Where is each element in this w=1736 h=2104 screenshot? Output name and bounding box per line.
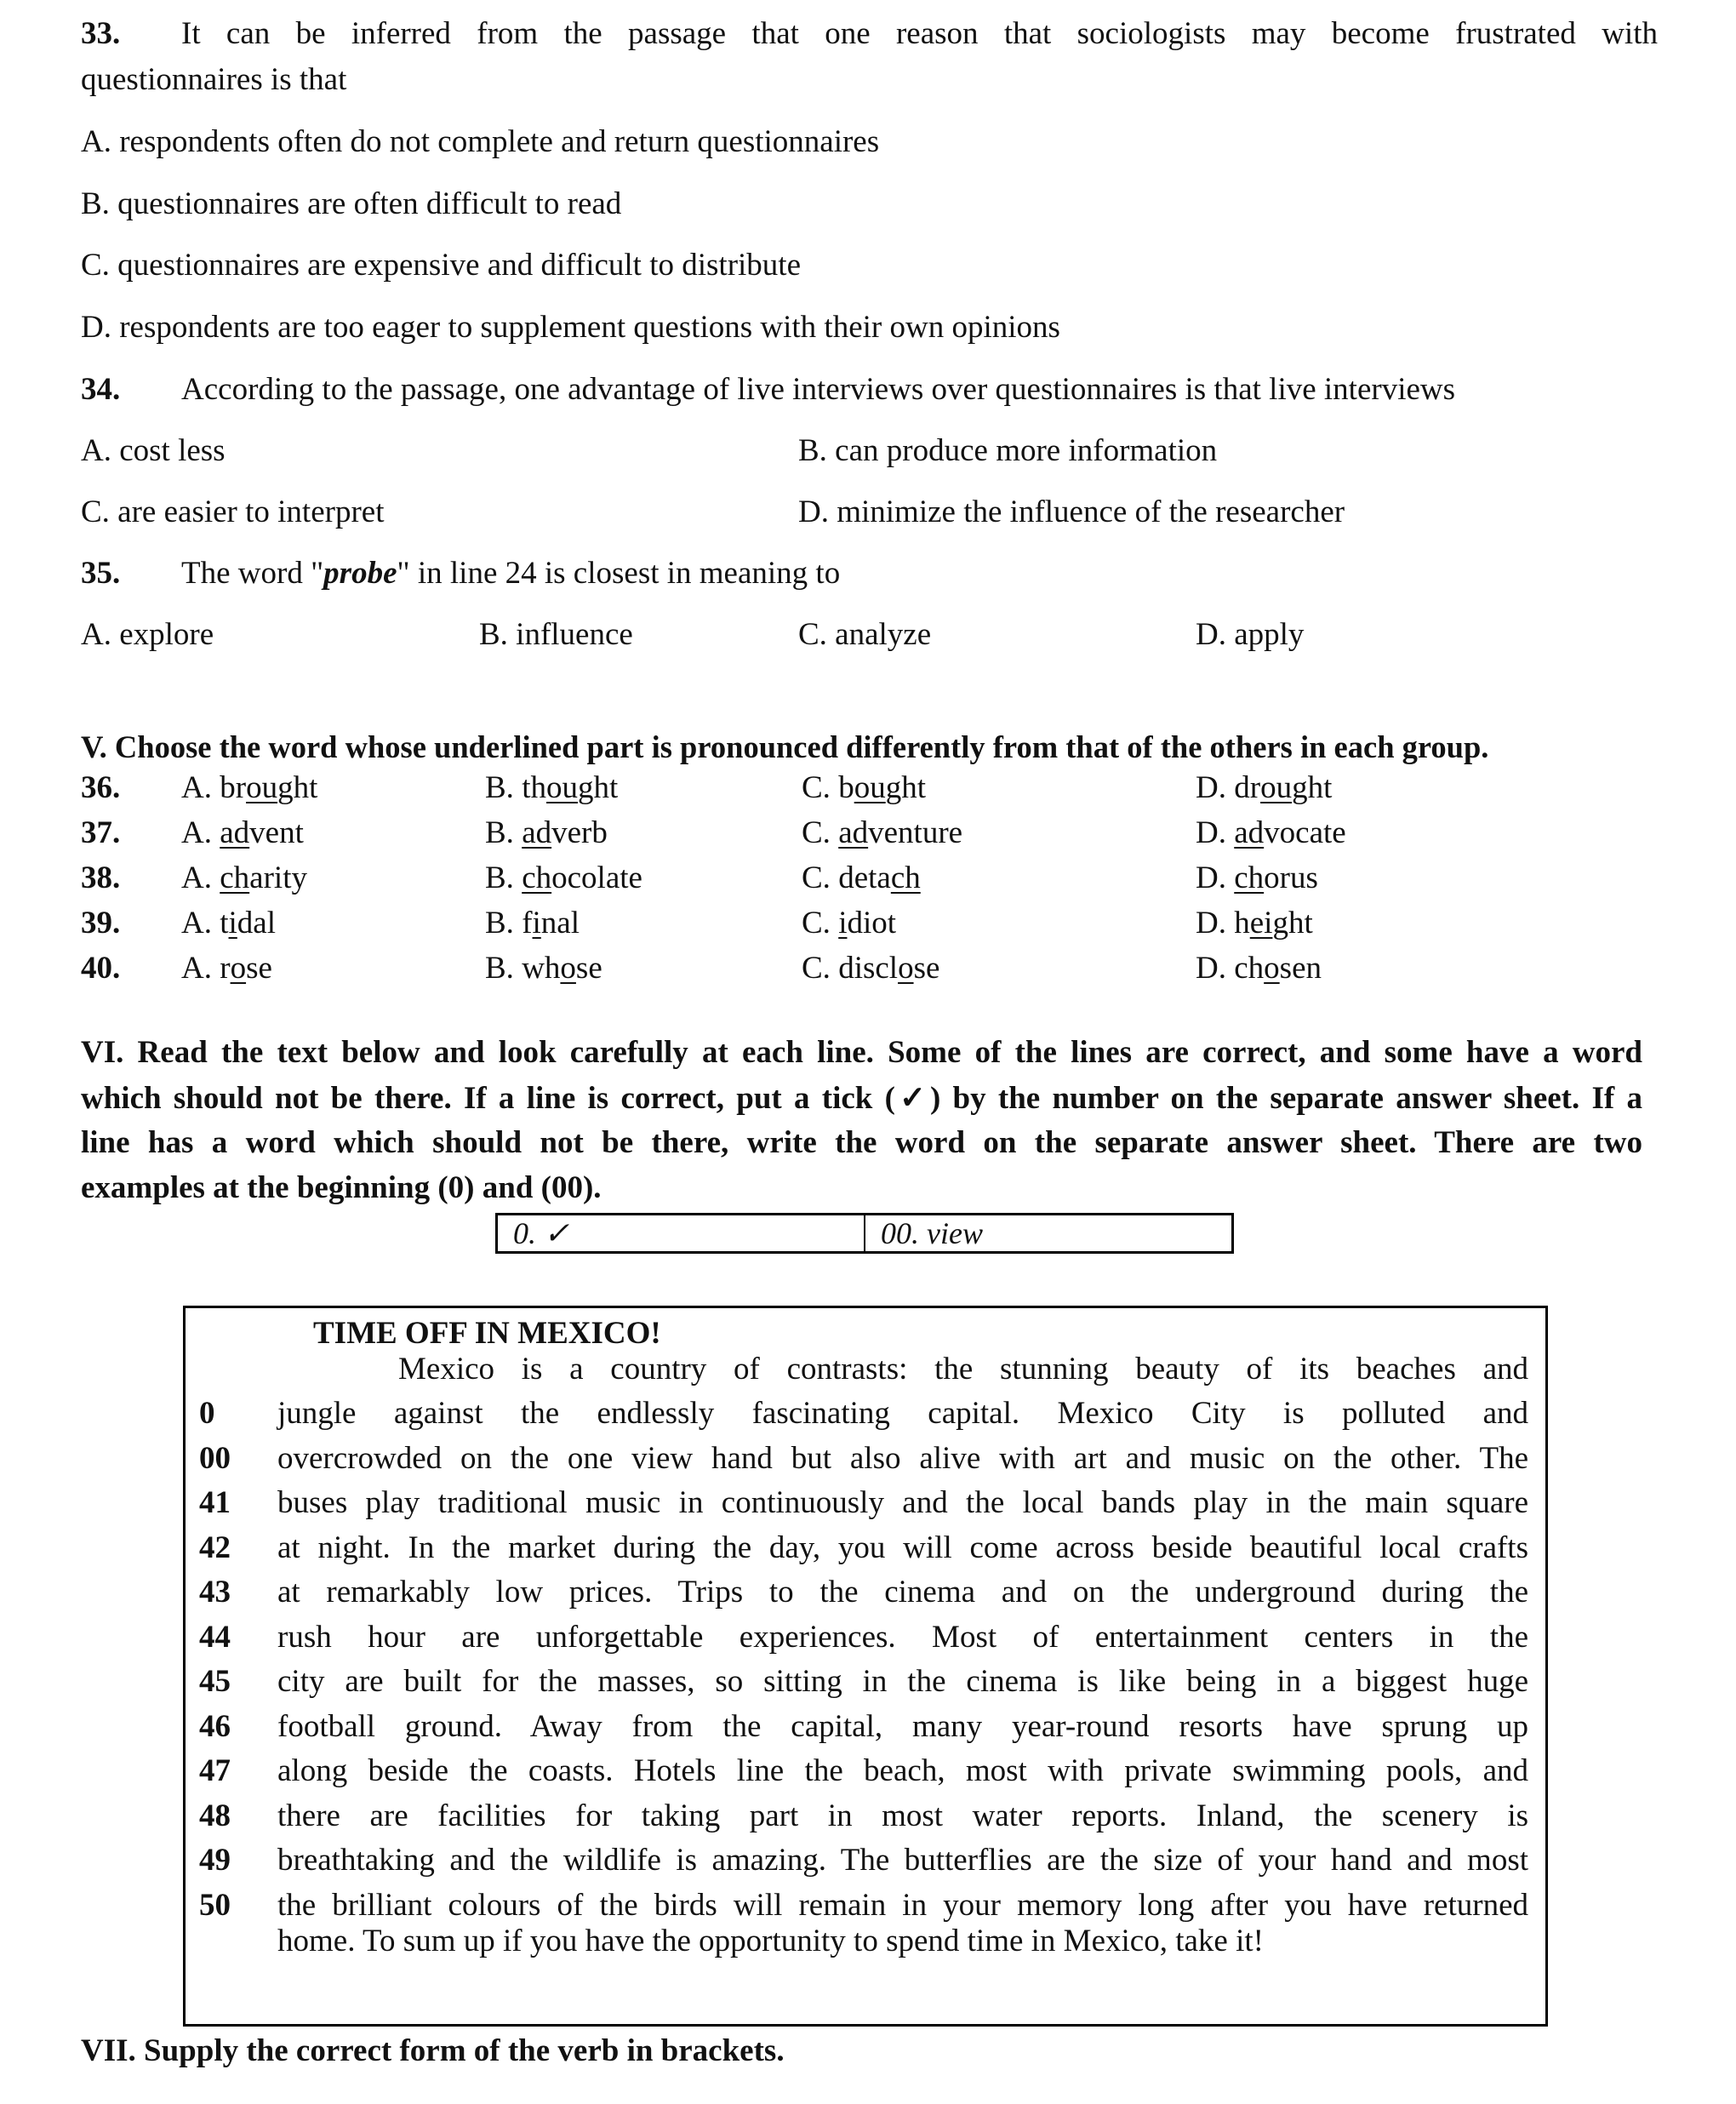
passage-line: overcrowded on the one view hand but also alive with art and music on the other. The	[277, 1440, 1528, 1476]
word-part: t	[220, 906, 229, 941]
word-part: arity	[249, 860, 307, 895]
word-part: ght	[1292, 770, 1333, 805]
passage-box	[183, 1306, 1548, 2027]
word-part: f	[522, 906, 533, 941]
word-part: orus	[1264, 860, 1318, 895]
underlined-part: o	[898, 951, 914, 986]
item-number: 36.	[81, 770, 121, 805]
pronunciation-option	[802, 815, 962, 851]
option-label: C.	[802, 860, 831, 895]
line-number: 48	[199, 1798, 231, 1833]
option-label: A.	[181, 770, 212, 805]
section-6-heading-line-3: line has a word which should not be there, write the word on the separate answer sheet. There are two	[81, 1125, 1642, 1160]
word-part: venture	[868, 815, 963, 850]
option-label: A.	[181, 815, 212, 850]
underlined-part: ou	[854, 770, 886, 805]
item-number: 40.	[81, 951, 121, 986]
item-number: 39.	[81, 906, 121, 941]
word-part: verb	[551, 815, 608, 850]
section-6-heading-line-2: which should not be there. If a line is correct, put a tick (✓) by the number on the separate answer sheet. If a	[81, 1081, 1642, 1116]
passage-line: breathtaking and the wildlife is amazing. The butterflies are the size of your hand and most	[277, 1843, 1528, 1878]
question-35-option-c: C. analyze	[798, 617, 932, 652]
line-number: 43	[199, 1575, 231, 1609]
item-number: 37.	[81, 815, 121, 850]
question-33-stem-cont: questionnaires is that	[81, 62, 347, 97]
option-label: B.	[485, 860, 514, 895]
passage-line: there are facilities for taking part in most water reports. Inland, the scenery is	[277, 1798, 1528, 1833]
underlined-part: ou	[545, 770, 578, 805]
question-34-option-b: B. can produce more information	[798, 433, 1218, 468]
line-number: 41	[199, 1485, 231, 1520]
option-label: B.	[485, 906, 514, 941]
word-part: ght	[277, 770, 318, 805]
word-part: r	[220, 951, 231, 986]
option-label: D.	[1196, 906, 1226, 941]
pronunciation-option	[1196, 905, 1313, 941]
passage-line: football ground. Away from the capital, many year-round resorts have sprung up	[277, 1708, 1528, 1744]
word-part: nal	[540, 906, 580, 941]
line-number: 50	[199, 1887, 231, 1923]
line-number: 47	[199, 1753, 231, 1788]
question-35-stem	[181, 555, 840, 592]
word-part: dr	[1234, 770, 1261, 805]
question-34-option-d: D. minimize the influence of the researcher	[798, 495, 1345, 529]
line-number: 46	[199, 1708, 231, 1744]
pronunciation-option	[802, 769, 926, 806]
option-label: A.	[181, 906, 212, 941]
pronunciation-option	[181, 769, 317, 806]
word-part: ght	[577, 770, 619, 805]
question-35-option-a: A. explore	[81, 617, 214, 652]
underlined-part: ad	[1234, 815, 1265, 850]
option-label: C.	[802, 906, 831, 941]
word-part: se	[575, 951, 602, 986]
word-part: se	[246, 951, 272, 986]
underlined-part: i	[228, 906, 237, 941]
underlined-part: ei	[1249, 906, 1273, 941]
line-number: 44	[199, 1619, 231, 1655]
passage-line: the brilliant colours of the birds will remain in your memory long after you have returned	[277, 1887, 1528, 1923]
underlined-part: ad	[522, 815, 552, 850]
pronunciation-option	[1196, 860, 1318, 896]
example-0: 0. ✓	[513, 1216, 570, 1250]
pronunciation-option	[1196, 815, 1346, 851]
question-34-number: 34.	[81, 372, 121, 407]
pronunciation-option	[485, 815, 608, 851]
line-number: 45	[199, 1664, 231, 1699]
passage-closing: home. To sum up if you have the opportunity to spend time in Mexico, take it!	[277, 1924, 1264, 1958]
passage-line: city are built for the masses, so sitting in the cinema is like being in a biggest huge	[277, 1664, 1528, 1699]
option-label: A.	[181, 951, 212, 986]
underlined-part: o	[560, 951, 576, 986]
passage-intro: Mexico is a country of contrasts: the stunning beauty of its beaches and	[398, 1352, 1528, 1386]
pronunciation-option	[181, 905, 276, 941]
option-label: D.	[1196, 815, 1226, 850]
question-35-number: 35.	[81, 556, 121, 591]
pronunciation-option	[485, 860, 642, 896]
example-00: 00. view	[864, 1215, 1231, 1251]
question-34-option-c: C. are easier to interpret	[81, 495, 385, 529]
question-33-option-d: D. respondents are too eager to supplement questions with their own opinions	[81, 310, 1060, 345]
word-part: dal	[237, 906, 276, 941]
option-label: C.	[802, 951, 831, 986]
stem-text: " in line 24 is closest in meaning to	[397, 556, 841, 591]
line-number: 49	[199, 1843, 231, 1878]
examples-box	[495, 1213, 1234, 1254]
word-part: b	[838, 770, 854, 805]
pronunciation-option	[181, 860, 307, 896]
passage-line: rush hour are unforgettable experiences. Most of entertainment centers in the	[277, 1619, 1528, 1655]
option-label: D.	[1196, 860, 1226, 895]
underlined-part: i	[532, 906, 541, 941]
question-34-option-a: A. cost less	[81, 433, 226, 468]
question-33-option-a: A. respondents often do not complete and return questionnaires	[81, 124, 880, 159]
option-label: D.	[1196, 770, 1226, 805]
section-6-heading-line-1: VI. Read the text below and look carefully at each line. Some of the lines are correct, and some have a word	[81, 1035, 1642, 1070]
question-33-stem: It can be inferred from the passage that one reason that sociologists may become frustrated with	[181, 16, 1658, 51]
pronunciation-option	[802, 860, 921, 896]
underlined-part: i	[838, 906, 848, 941]
question-35-option-d: D. apply	[1196, 617, 1305, 652]
option-label: C.	[802, 770, 831, 805]
word-part: h	[1234, 906, 1250, 941]
question-35-option-b: B. influence	[479, 617, 633, 652]
word-part: vocate	[1264, 815, 1346, 850]
underlined-part: ch	[1234, 860, 1265, 895]
passage-title: TIME OFF IN MEXICO!	[313, 1316, 661, 1351]
pronunciation-option	[181, 815, 304, 851]
word-part: ght	[1272, 906, 1313, 941]
word-part: ocolate	[551, 860, 642, 895]
word-part: ch	[1234, 951, 1265, 986]
question-34-stem: According to the passage, one advantage of live interviews over questionnaires is that live interviews	[181, 372, 1456, 407]
passage-line: along beside the coasts. Hotels line the beach, most with private swimming pools, and	[277, 1753, 1528, 1788]
line-number: 00	[199, 1440, 231, 1476]
word-part: ght	[885, 770, 926, 805]
underlined-part: ch	[220, 860, 250, 895]
word-part: br	[220, 770, 247, 805]
passage-line: jungle against the endlessly fascinating capital. Mexico City is polluted and	[277, 1396, 1528, 1431]
section-6-heading-line-4: examples at the beginning (0) and (00).	[81, 1170, 602, 1205]
word-part: se	[913, 951, 940, 986]
question-33-option-b: B. questionnaires are often difficult to read	[81, 186, 622, 221]
section-5-heading: V. Choose the word whose underlined part is pronounced differently from that of the others in each group.	[81, 729, 1489, 764]
underlined-part: o	[230, 951, 247, 986]
pronunciation-option	[485, 905, 580, 941]
underlined-part: ad	[220, 815, 250, 850]
underlined-part: o	[1264, 951, 1280, 986]
question-33-option-c: C. questionnaires are expensive and difficult to distribute	[81, 248, 801, 283]
option-label: A.	[181, 860, 212, 895]
pronunciation-option	[802, 950, 939, 986]
stem-text: The word "	[181, 556, 324, 591]
line-number: 0	[199, 1396, 215, 1431]
word-part: deta	[838, 860, 891, 895]
underlined-part: ch	[890, 860, 921, 895]
section-7-heading: VII. Supply the correct form of the verb in brackets.	[81, 2033, 785, 2068]
underlined-part: ad	[838, 815, 869, 850]
pronunciation-option	[485, 769, 618, 806]
pronunciation-option	[1196, 769, 1332, 806]
word-part: wh	[522, 951, 561, 986]
word-part: sen	[1279, 951, 1322, 986]
passage-line: buses play traditional music in continuously and the local bands play in the main square	[277, 1485, 1528, 1520]
underlined-part: ch	[522, 860, 552, 895]
line-number: 42	[199, 1529, 231, 1565]
word-part: discl	[838, 951, 899, 986]
passage-line: at remarkably low prices. Trips to the cinema and on the underground during the	[277, 1575, 1528, 1609]
option-label: B.	[485, 815, 514, 850]
word-part: vent	[249, 815, 304, 850]
option-label: B.	[485, 770, 514, 805]
passage-line: at night. In the market during the day, you will come across beside beautiful local crafts	[277, 1529, 1528, 1565]
word-part: th	[522, 770, 546, 805]
option-label: D.	[1196, 951, 1226, 986]
pronunciation-option	[485, 950, 602, 986]
pronunciation-option	[181, 950, 272, 986]
underlined-part: ou	[1260, 770, 1293, 805]
question-33-number: 33.	[81, 16, 121, 51]
item-number: 38.	[81, 860, 121, 895]
underlined-part: ou	[246, 770, 278, 805]
key-word: probe	[323, 556, 397, 591]
option-label: B.	[485, 951, 514, 986]
option-label: C.	[802, 815, 831, 850]
pronunciation-option	[1196, 950, 1322, 986]
word-part: diot	[847, 906, 897, 941]
pronunciation-option	[802, 905, 896, 941]
